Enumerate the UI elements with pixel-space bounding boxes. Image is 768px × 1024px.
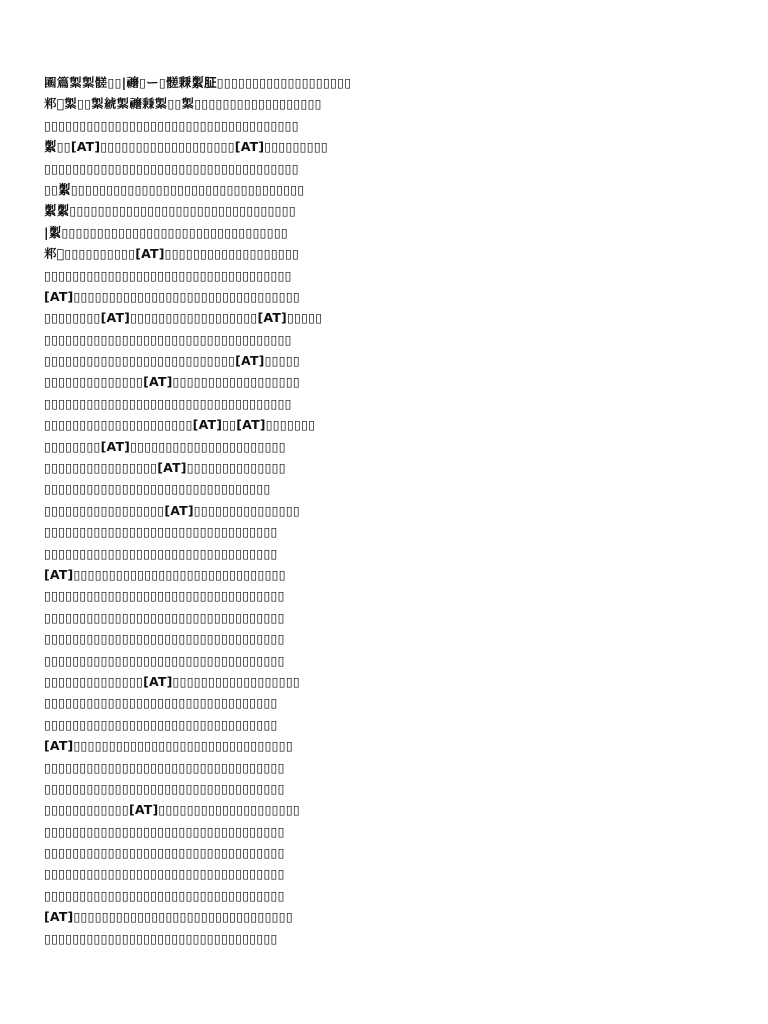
text-line-28: ▯▯▯▯▯▯▯▯▯▯▯▯▯▯▯▯▯▯▯▯▯▯▯▯▯▯▯▯▯▯▯▯▯▯ — [44, 652, 285, 668]
text-line-33: ▯▯▯▯▯▯▯▯▯▯▯▯▯▯▯▯▯▯▯▯▯▯▯▯▯▯▯▯▯▯▯▯▯▯ — [44, 759, 285, 775]
text-line-34: ▯▯▯▯▯▯▯▯▯▯▯▯▯▯▯▯▯▯▯▯▯▯▯▯▯▯▯▯▯▯▯▯▯▯ — [44, 780, 285, 796]
text-line-18: ▯▯▯▯▯▯▯▯[AT]▯▯▯▯▯▯▯▯▯▯▯▯▯▯▯▯▯▯▯▯▯▯ — [44, 438, 286, 454]
text-line-21: ▯▯▯▯▯▯▯▯▯▯▯▯▯▯▯▯▯[AT]▯▯▯▯▯▯▯▯▯▯▯▯▯▯▯ — [44, 502, 300, 518]
text-line-07: 𦂗𦂗▯▯▯▯▯▯▯▯▯▯▯▯▯▯▯▯▯▯▯▯▯▯▯▯▯▯▯▯▯▯▯▯ — [44, 203, 296, 219]
text-line-08: |𦂗▯▯▯▯▯▯▯▯▯▯▯▯▯▯▯▯▯▯▯▯▯▯▯▯▯▯▯▯▯▯▯▯ — [44, 224, 288, 240]
text-line-19: ▯▯▯▯▯▯▯▯▯▯▯▯▯▯▯▯[AT]▯▯▯▯▯▯▯▯▯▯▯▯▯▯ — [44, 460, 286, 476]
text-line-35: ▯▯▯▯▯▯▯▯▯▯▯▯[AT]▯▯▯▯▯▯▯▯▯▯▯▯▯▯▯▯▯▯▯▯ — [44, 802, 300, 818]
text-line-41: ▯▯▯▯▯▯▯▯▯▯▯▯▯▯▯▯▯▯▯▯▯▯▯▯▯▯▯▯▯▯▯▯▯ — [44, 930, 278, 946]
text-line-31: ▯▯▯▯▯▯▯▯▯▯▯▯▯▯▯▯▯▯▯▯▯▯▯▯▯▯▯▯▯▯▯▯▯ — [44, 716, 278, 732]
text-line-03: ▯▯▯▯▯▯▯▯▯▯▯▯▯▯▯▯▯▯▯▯▯▯▯▯▯▯▯▯▯▯▯▯▯▯▯▯ — [44, 117, 299, 133]
text-line-11: [AT]▯▯▯▯▯▯▯▯▯▯▯▯▯▯▯▯▯▯▯▯▯▯▯▯▯▯▯▯▯▯▯▯ — [44, 288, 300, 304]
text-line-29: ▯▯▯▯▯▯▯▯▯▯▯▯▯▯[AT]▯▯▯▯▯▯▯▯▯▯▯▯▯▯▯▯▯▯ — [44, 673, 300, 689]
text-line-04: 𦂗▯▯[AT]▯▯▯▯▯▯▯▯▯▯▯▯▯▯▯▯▯▯▯[AT]▯▯▯▯▯▯▯▯▯ — [44, 139, 328, 155]
text-line-23: ▯▯▯▯▯▯▯▯▯▯▯▯▯▯▯▯▯▯▯▯▯▯▯▯▯▯▯▯▯▯▯▯▯ — [44, 545, 278, 561]
text-line-14: ▯▯▯▯▯▯▯▯▯▯▯▯▯▯▯▯▯▯▯▯▯▯▯▯▯▯▯[AT]▯▯▯▯▯ — [44, 353, 300, 369]
text-line-25: ▯▯▯▯▯▯▯▯▯▯▯▯▯▯▯▯▯▯▯▯▯▯▯▯▯▯▯▯▯▯▯▯▯▯ — [44, 588, 285, 604]
text-line-12: ▯▯▯▯▯▯▯▯[AT]▯▯▯▯▯▯▯▯▯▯▯▯▯▯▯▯▯▯[AT]▯▯▯▯▯ — [44, 310, 323, 326]
text-line-40: [AT]▯▯▯▯▯▯▯▯▯▯▯▯▯▯▯▯▯▯▯▯▯▯▯▯▯▯▯▯▯▯▯ — [44, 909, 293, 925]
text-line-32: [AT]▯▯▯▯▯▯▯▯▯▯▯▯▯▯▯▯▯▯▯▯▯▯▯▯▯▯▯▯▯▯▯ — [44, 738, 293, 754]
text-line-06: ▯▯𦂗▯▯▯▯▯▯▯▯▯▯▯▯▯▯▯▯▯▯▯▯▯▯▯▯▯▯▯▯▯▯▯▯▯ — [44, 181, 305, 197]
text-line-10: ▯▯▯▯▯▯▯▯▯▯▯▯▯▯▯▯▯▯▯▯▯▯▯▯▯▯▯▯▯▯▯▯▯▯▯ — [44, 267, 292, 283]
text-line-26: ▯▯▯▯▯▯▯▯▯▯▯▯▯▯▯▯▯▯▯▯▯▯▯▯▯▯▯▯▯▯▯▯▯▯ — [44, 609, 285, 625]
text-line-02: 𥸬𥄣𦂗▯▯𦂗𦁲𦂗𥜢𥡝𦂗▯▯𦂗▯▯▯▯▯▯▯▯▯▯▯▯▯▯▯▯▯▯ — [44, 96, 322, 112]
text-line-37: ▯▯▯▯▯▯▯▯▯▯▯▯▯▯▯▯▯▯▯▯▯▯▯▯▯▯▯▯▯▯▯▯▯▯ — [44, 845, 285, 861]
text-line-24: [AT]▯▯▯▯▯▯▯▯▯▯▯▯▯▯▯▯▯▯▯▯▯▯▯▯▯▯▯▯▯▯ — [44, 566, 286, 582]
text-line-38: ▯▯▯▯▯▯▯▯▯▯▯▯▯▯▯▯▯▯▯▯▯▯▯▯▯▯▯▯▯▯▯▯▯▯ — [44, 866, 285, 882]
text-line-20: ▯▯▯▯▯▯▯▯▯▯▯▯▯▯▯▯▯▯▯▯▯▯▯▯▯▯▯▯▯▯▯▯ — [44, 481, 271, 497]
text-line-17: ▯▯▯▯▯▯▯▯▯▯▯▯▯▯▯▯▯▯▯▯▯[AT]▯▯[AT]▯▯▯▯▯▯▯ — [44, 417, 316, 433]
text-line-36: ▯▯▯▯▯▯▯▯▯▯▯▯▯▯▯▯▯▯▯▯▯▯▯▯▯▯▯▯▯▯▯▯▯▯ — [44, 823, 285, 839]
garbled-text-body — [44, 72, 734, 972]
text-line-39: ▯▯▯▯▯▯▯▯▯▯▯▯▯▯▯▯▯▯▯▯▯▯▯▯▯▯▯▯▯▯▯▯▯▯ — [44, 887, 285, 903]
text-line-15: ▯▯▯▯▯▯▯▯▯▯▯▯▯▯[AT]▯▯▯▯▯▯▯▯▯▯▯▯▯▯▯▯▯▯ — [44, 374, 300, 390]
text-line-16: ▯▯▯▯▯▯▯▯▯▯▯▯▯▯▯▯▯▯▯▯▯▯▯▯▯▯▯▯▯▯▯▯▯▯▯ — [44, 395, 292, 411]
text-line-22: ▯▯▯▯▯▯▯▯▯▯▯▯▯▯▯▯▯▯▯▯▯▯▯▯▯▯▯▯▯▯▯▯▯ — [44, 524, 278, 540]
text-line-01: 𡇸篇𦂗𦂗髊▯▯|𥜢▯ー▯髊𥡝𦂗𦙫▯▯▯▯▯▯▯▯▯▯▯▯▯▯▯▯▯▯▯ — [44, 75, 352, 90]
text-line-30: ▯▯▯▯▯▯▯▯▯▯▯▯▯▯▯▯▯▯▯▯▯▯▯▯▯▯▯▯▯▯▯▯▯ — [44, 695, 278, 711]
text-line-27: ▯▯▯▯▯▯▯▯▯▯▯▯▯▯▯▯▯▯▯▯▯▯▯▯▯▯▯▯▯▯▯▯▯▯ — [44, 631, 285, 647]
text-line-13: ▯▯▯▯▯▯▯▯▯▯▯▯▯▯▯▯▯▯▯▯▯▯▯▯▯▯▯▯▯▯▯▯▯▯▯ — [44, 331, 292, 347]
text-line-05: ▯▯▯▯▯▯▯▯▯▯▯▯▯▯▯▯▯▯▯▯▯▯▯▯▯▯▯▯▯▯▯▯▯▯▯▯ — [44, 160, 299, 176]
text-line-09: 𥸬𥄣▯▯▯▯▯▯▯▯▯▯[AT]▯▯▯▯▯▯▯▯▯▯▯▯▯▯▯▯▯▯▯ — [44, 246, 300, 262]
